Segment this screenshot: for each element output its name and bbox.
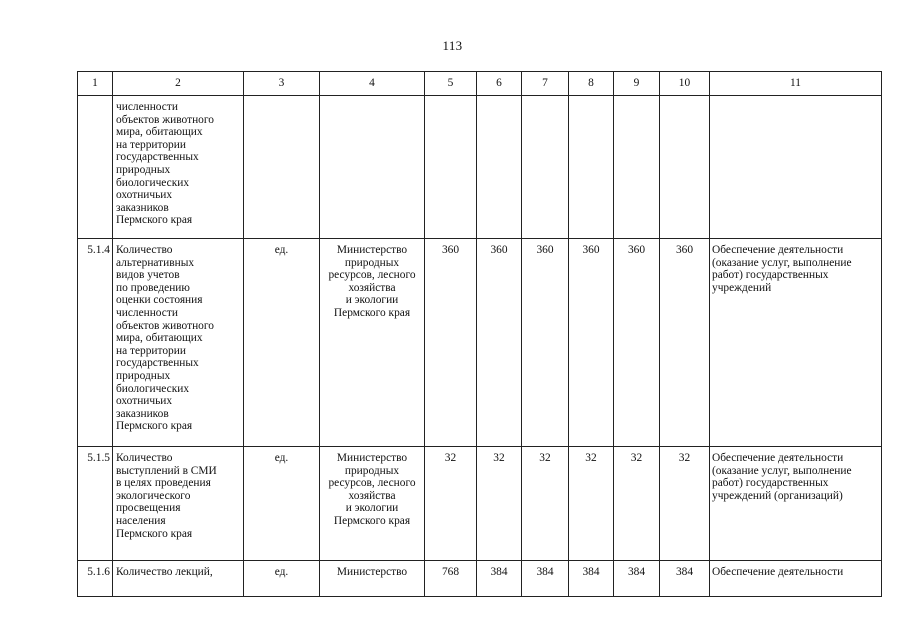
name-line: на территории [116,344,186,357]
cell-unit: ед. [244,561,320,597]
cell-value: 32 [425,447,477,561]
name-line: заказников [116,407,169,420]
cell-value: 32 [477,447,522,561]
header-col-2: 2 [113,72,244,96]
note-line: Обеспечение деятельности [712,566,844,578]
page-number: 113 [442,38,463,53]
cell-note [710,96,882,239]
name-line: объектов животного [116,113,214,126]
responsible-line: Министерство [336,452,408,464]
header-col-11: 11 [710,72,882,96]
responsible-line: Пермского края [333,306,411,319]
cell-responsible [320,96,425,239]
name-line: объектов животного [116,319,214,332]
name-line: по проведению [116,281,190,294]
header-col-10: 10 [660,72,710,96]
name-line: биологических [116,176,190,189]
name-line: природных [116,369,171,382]
responsible-line: и экологии [345,294,399,307]
cell-value: 32 [660,447,710,561]
name-line: видов учетов [116,269,180,282]
name-line: заказников [116,201,169,214]
name-line: Пермского края [116,420,193,433]
name-line: Количество [116,452,173,464]
cell-indicator-name [113,447,244,561]
header-row [78,72,882,96]
indicators-table [77,71,882,597]
responsible-line: природных [344,464,400,477]
cell-note [710,239,882,447]
name-line: численности [116,306,178,319]
cell-value [614,96,660,239]
cell-responsible [320,561,425,597]
name-line: на территории [116,138,186,151]
name-line: оценки состояния [116,294,203,307]
cell-value: 32 [614,447,660,561]
name-line: охотничьих [116,189,173,202]
name-line: Пермского края [116,527,193,540]
cell-unit [244,96,320,239]
cell-value [660,96,710,239]
name-line: природных [116,163,171,176]
responsible-line: Министерство [336,566,408,578]
cell-value: 360 [522,239,569,447]
responsible-line: хозяйства [348,281,396,294]
name-line: экологического [116,489,191,502]
cell-indicator-name [113,96,244,239]
cell-value: 32 [522,447,569,561]
note-line: учреждений [712,281,772,294]
note-line: (оказание услуг, выполнение [712,256,852,269]
note-line: Обеспечение деятельности [712,452,844,464]
cell-value: 768 [425,561,477,597]
cell-code: 5.1.6 [78,561,113,597]
name-line: Количество лекций, [116,566,213,578]
header-col-7: 7 [522,72,569,96]
name-line: охотничьих [116,395,173,408]
table-row-5-1-6 [78,561,882,597]
table-row-5-1-4 [78,239,882,447]
header-col-5: 5 [425,72,477,96]
name-line: численности [116,101,178,113]
cell-value: 360 [660,239,710,447]
table-row-continuation [78,96,882,239]
cell-unit: ед. [244,447,320,561]
cell-value: 384 [614,561,660,597]
cell-responsible [320,447,425,561]
name-line: просвещения [116,502,181,515]
cell-value: 360 [425,239,477,447]
cell-value [522,96,569,239]
name-line: в целях проведения [116,477,211,490]
note-line: учреждений (организаций) [712,489,843,502]
header-col-9: 9 [614,72,660,96]
name-line: Пермского края [116,214,193,227]
responsible-line: хозяйства [348,489,396,502]
header-col-3: 3 [244,72,320,96]
responsible-line: ресурсов, лесного [328,477,416,490]
cell-value [569,96,614,239]
table-row-5-1-5 [78,447,882,561]
cell-value: 360 [614,239,660,447]
cell-code: 5.1.5 [78,447,113,561]
name-line: государственных [116,357,199,370]
header-col-6: 6 [477,72,522,96]
responsible-line: ресурсов, лесного [328,269,416,282]
responsible-line: Пермского края [333,514,411,527]
name-line: государственных [116,151,199,164]
cell-value: 384 [477,561,522,597]
name-line: биологических [116,382,190,395]
cell-value: 32 [569,447,614,561]
responsible-line: природных [344,256,400,269]
cell-value [425,96,477,239]
header-col-1: 1 [78,72,113,96]
header-col-8: 8 [569,72,614,96]
cell-indicator-name [113,239,244,447]
cell-value: 360 [569,239,614,447]
responsible-line: Министерство [336,244,408,256]
cell-code [78,96,113,239]
cell-value: 384 [660,561,710,597]
name-line: населения [116,514,166,527]
note-line: работ) государственных [712,269,829,282]
cell-unit: ед. [244,239,320,447]
note-line: (оказание услуг, выполнение [712,464,852,477]
cell-code: 5.1.4 [78,239,113,447]
name-line: Количество [116,244,173,256]
cell-value: 384 [569,561,614,597]
cell-responsible [320,239,425,447]
cell-indicator-name [113,561,244,597]
cell-value: 360 [477,239,522,447]
name-line: мира, обитающих [116,126,203,139]
name-line: альтернативных [116,256,195,269]
cell-note [710,447,882,561]
note-line: Обеспечение деятельности [712,244,844,256]
cell-value [477,96,522,239]
cell-value: 384 [522,561,569,597]
header-col-4: 4 [320,72,425,96]
name-line: мира, обитающих [116,332,203,345]
cell-note [710,561,882,597]
responsible-line: и экологии [345,502,399,515]
note-line: работ) государственных [712,477,829,490]
name-line: выступлений в СМИ [116,464,217,477]
